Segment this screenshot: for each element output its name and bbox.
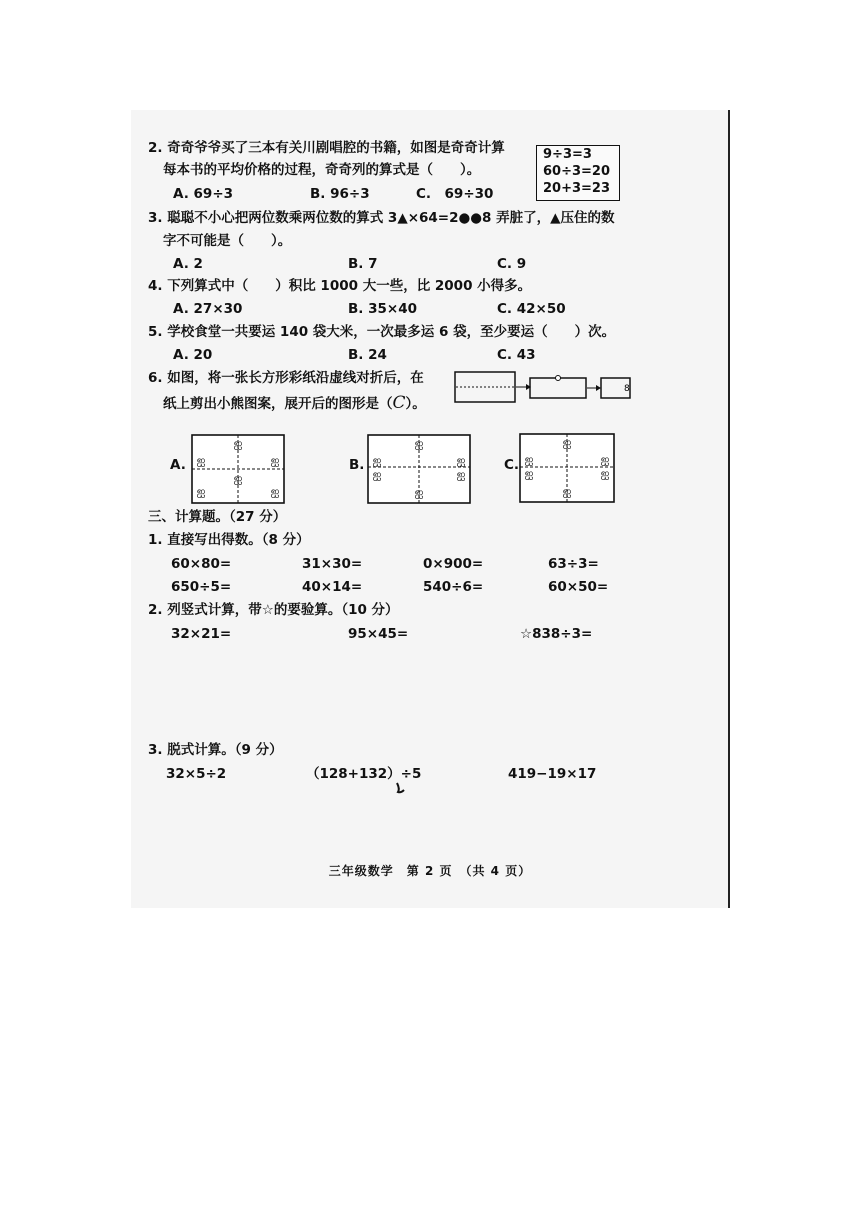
- part1-title: 1. 直接写出得数。（8 分）: [148, 532, 310, 548]
- svg-text:ஐ: ஐ: [524, 453, 534, 466]
- q6-option-b-label: B.: [349, 457, 365, 473]
- vertical-calc: 95×45=: [348, 626, 409, 642]
- q2-calculation-box: [536, 145, 620, 201]
- q3-line2: 字不可能是（ ）。: [163, 233, 292, 249]
- q6-line1: 6. 如图，将一张长方形彩纸沿虚线对折后，在: [148, 370, 424, 386]
- oral-calc: 63÷3=: [548, 556, 599, 572]
- q3-option-a: A. 2: [173, 256, 203, 272]
- q3-line1: 3. 聪聪不小心把两位数乘两位数的算式 3▲×64=2●●8 弄脏了，▲压住的数: [148, 210, 615, 226]
- oral-calc: 31×30=: [302, 556, 363, 572]
- svg-text:ஐ: ஐ: [270, 485, 280, 498]
- q5-option-c: C. 43: [497, 347, 536, 363]
- oral-calc: 540÷6=: [423, 579, 484, 595]
- svg-text:ஐ: ஐ: [414, 437, 424, 450]
- svg-text:8: 8: [624, 384, 630, 394]
- svg-text:ஐ: ஐ: [524, 467, 534, 480]
- q2-line2: 每本书的平均价格的过程，奇奇列的算式是（ ）。: [163, 162, 481, 178]
- svg-text:ஐ: ஐ: [562, 436, 572, 449]
- q2-option-a: A. 69÷3: [173, 186, 234, 202]
- step-calc: （128+132）÷5: [306, 766, 422, 782]
- page-footer: 三年级数学 第 2 页 （共 4 页）: [328, 864, 532, 878]
- q2-option-b: B. 96÷3: [310, 186, 370, 202]
- oral-calc: 650÷5=: [171, 579, 232, 595]
- q4-option-b: B. 35×40: [348, 301, 418, 317]
- svg-text:ஐ: ஐ: [372, 468, 382, 481]
- q6-line2: [163, 394, 426, 413]
- q3-option-c: C. 9: [497, 256, 527, 272]
- q6-option-a-figure: [191, 434, 285, 504]
- ink-mark: [394, 781, 408, 795]
- q2-option-c: C. 69÷30: [416, 186, 494, 202]
- oral-calc: 40×14=: [302, 579, 363, 595]
- svg-text:ஐ: ஐ: [270, 454, 280, 467]
- q4-option-a: A. 27×30: [173, 301, 243, 317]
- q6-line2-text: 纸上剪出小熊图案，展开后的图形是（: [163, 396, 393, 412]
- part3-title: 3. 脱式计算。（9 分）: [148, 742, 283, 758]
- svg-text:ஐ: ஐ: [414, 486, 424, 499]
- folding-process-figure: [452, 370, 634, 406]
- svg-text:ஐ: ஐ: [196, 454, 206, 467]
- calc-step-3: 20+3=23: [543, 181, 611, 196]
- q5-option-b: B. 24: [348, 347, 387, 363]
- step-calc: 419−19×17: [508, 766, 597, 782]
- oral-calc: 60×80=: [171, 556, 232, 572]
- section3-title: 三、计算题。（27 分）: [148, 509, 287, 525]
- q4-option-c: C. 42×50: [497, 301, 566, 317]
- svg-text:ஐ: ஐ: [372, 454, 382, 467]
- oral-calc: 60×50=: [548, 579, 609, 595]
- q6-option-c-figure: [519, 433, 615, 503]
- svg-text:ஐ: ஐ: [196, 485, 206, 498]
- calc-step-1: 9÷3=3: [543, 147, 592, 162]
- svg-text:ஐ: ஐ: [600, 453, 610, 466]
- svg-text:ஐ: ஐ: [456, 468, 466, 481]
- q6-line2-end: ）。: [405, 396, 426, 412]
- handwritten-answer: C: [392, 393, 406, 413]
- q2-line1: 2. 奇奇爷爷买了三本有关川剧唱腔的书籍，如图是奇奇计算: [148, 140, 505, 156]
- svg-text:ஐ: ஐ: [456, 454, 466, 467]
- q6-option-a-label: A.: [170, 457, 186, 473]
- vertical-calc: 32×21=: [171, 626, 232, 642]
- oral-calc: 0×900=: [423, 556, 484, 572]
- vertical-calc: ☆838÷3=: [520, 626, 593, 642]
- svg-text:ஐ: ஐ: [600, 467, 610, 480]
- svg-text:ஐ: ஐ: [562, 485, 572, 498]
- q5-line1: 5. 学校食堂一共要运 140 袋大米，一次最多运 6 袋，至少要运（ ）次。: [148, 324, 616, 340]
- step-calc: 32×5÷2: [166, 766, 227, 782]
- q6-option-c-label: C.: [504, 457, 520, 473]
- svg-text:ஐ: ஐ: [233, 472, 243, 485]
- q3-option-b: B. 7: [348, 256, 378, 272]
- q6-option-b-figure: [367, 434, 471, 504]
- svg-text:ஐ: ஐ: [233, 437, 243, 450]
- calc-step-2: 60÷3=20: [543, 164, 611, 179]
- q4-line1: 4. 下列算式中（ ）积比 1000 大一些，比 2000 小得多。: [148, 278, 532, 294]
- part2-title: 2. 列竖式计算，带☆的要验算。（10 分）: [148, 602, 399, 618]
- q5-option-a: A. 20: [173, 347, 213, 363]
